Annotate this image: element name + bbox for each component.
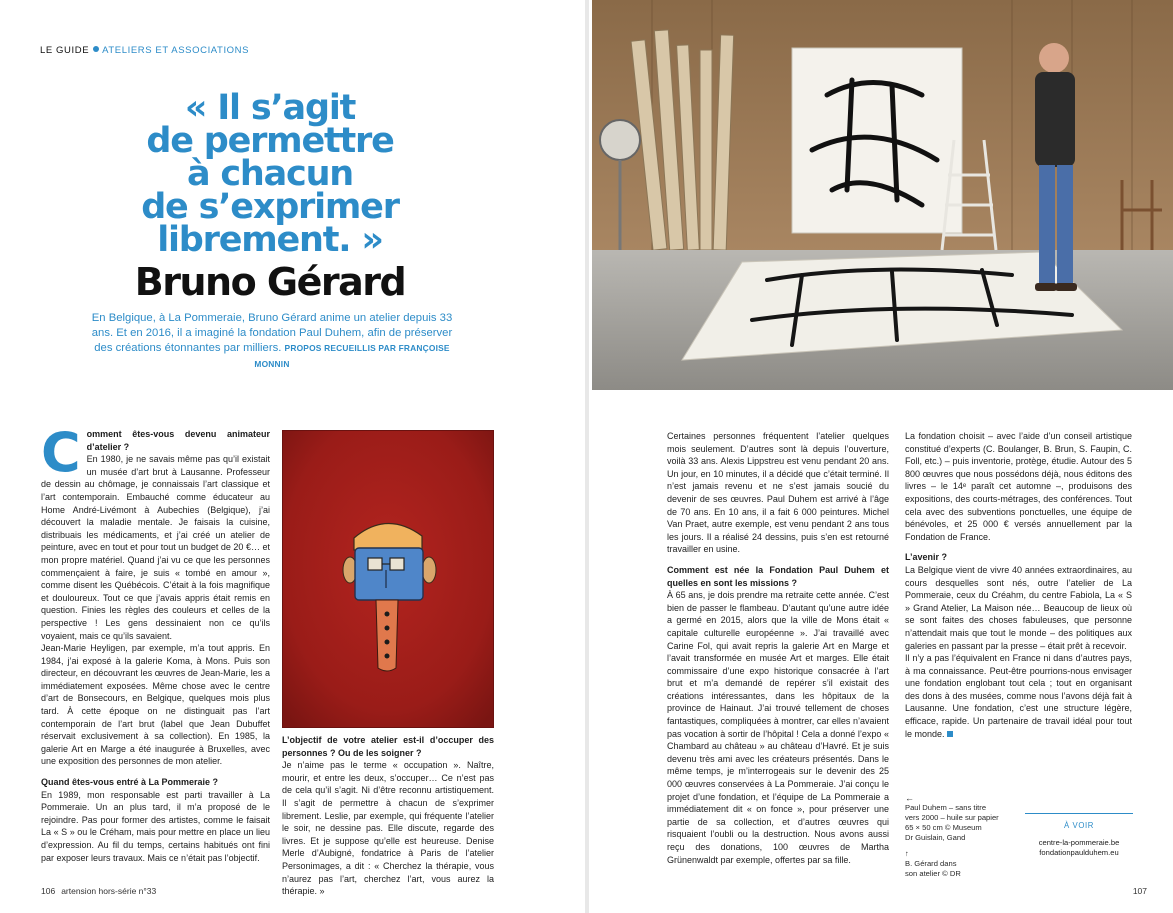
standfirst [82,311,462,372]
interview-answer: La Belgique vient de vivre 40 années extraordinaires, au cours desquelles sont nés, outre l’atelier de La Pommeraie, ceux du Créahm, du centre Fabiola, La « S » Grand Atelier, La Maison née… Beaucoup de lieux où se sont faites des choses fabuleuses, que personne n’attendait mais que tout le monde – des politiques aux galeries en passant par la presse – était prêt à recevoir. [905,564,1132,651]
arrow-up-icon: ↑ [905,849,909,858]
caption-line: 65 × 50 cm © Museum [905,823,982,832]
interview-answer [905,652,1132,740]
magazine-name: artension hors-série n°33 [61,886,157,896]
byline: PROPOS RECUEILLIS PAR FRANÇOISE MONNIN [254,343,450,369]
interview-answer: Je n’aime pas le terme « occupation ». Naître, mourir, et entre les deux, s’occuper… Ce n’est pas de cela qu’il s’agit. Ni d’être reconnu artistiquement. Il s’agit de permettre à chacun de s’exprimer librement. Leslie, par exemple, qui fréquente l’atelier le soir, ne dessine pas. Elle discute, regarde des livres. Et je suppose qu’elle est heureuse. Denise Merle d’Aubigné, fondatrice à Paris de l’atelier Personimages, a dit : « Cherchez la thérapie, vous n’aurez pas l’art, cherchez l’art, vous aurez la thérapie. » [282,760,494,897]
rubric-section: LE GUIDE [40,45,90,56]
page-number: 106 [41,886,56,896]
folio-left [41,886,156,896]
headline-line: « Il s’agit [184,88,356,128]
caption-line: Dr Guislain, Gand [905,833,966,842]
interviewee-name: Bruno Gérard [134,260,406,304]
standfirst-text: En Belgique, à La Pommeraie, Bruno Gérard anime un atelier depuis 33 ans. Et en 2016, il a imaginé la fondation Paul Duhem, afin de préserver des créations étonnantes par milliers. [91,312,453,355]
caption-line: B. Gérard dans [905,859,957,868]
page-number: 107 [1132,886,1147,896]
interview-answer: Certaines personnes fréquentent l’atelier quelques mois seulement. D’autres sont là depuis l’ouverture, voilà 33 ans. Alexis Lippstreu est venu pendant 20 ans. Un jour, en 10 minutes, il a décidé que c’était terminé. Il n’est jamais revenu et ne s’est jamais soucié du devenir de ses œuvres. Paul Duhem est arrivé à l’âge de 70 ans. En 10 ans, il a fait 6 000 peintures. Michel Van Praet, autre exemple, est venu pendant 2 ans tous les jours. Il a réalisé 24 dessins, puis s’en est retourné travailler en usine. [667,431,889,555]
caption-line: vers 2000 – huile sur papier [905,813,999,822]
headline-line: librement. » [157,220,383,260]
artwork-caption [905,793,1015,843]
caption-line: Paul Duhem – sans titre [905,803,987,812]
interview-question: Quand êtes-vous entré à La Pommeraie ? [41,777,219,788]
interview-question: omment êtes-vous devenu animateur d’atelier ? [86,429,270,452]
drop-cap: C [41,421,81,484]
caption-line: son atelier © DR [905,869,961,878]
studio-photo-image [592,0,1173,390]
section-rubric [40,45,249,56]
interview-question: Comment est née la Fondation Paul Duhem et quelles en sont les missions ? [667,564,889,588]
interview-answer: La fondation choisit – avec l’aide d’un conseil artistique constitué d’experts (C. Boulanger, B. Brun, S. Faupin, C. Foll, etc.) – puis inventorie, protège, étudie. Autour des 5 800 œuvres que nous possédons déjà, nous éditons des livres – le 14ᵉ paraît cet automne –, produisons des expositions, des courts-métrages, des conférences. Tout cela avec des subventions ponctuelles, une équipe de bénévoles, et 25 000 € versés annuellement par la Fondation de France. [905,431,1132,542]
text-column-4 [905,430,1132,740]
left-page [0,0,586,913]
text-column-2 [282,734,494,898]
rubric-topic: ATELIERS ET ASSOCIATIONS [102,45,250,56]
see-also-box [1025,813,1133,860]
interview-question: L’avenir ? [905,552,948,563]
text-column-1 [41,421,270,864]
headline-line: de s’exprimer [141,187,399,227]
interview-answer: À 65 ans, je dois prendre ma retraite cette année. C’est bien de passer le flambeau. D’autant qu’une autre idée a germé en 2015, alors que la ville de Mons était « capitale culturelle européenne ». J’ai travaillé avec Carine Fol, qui avait repris la galerie Art en Marge et l’avait transformée en musée Art et marges. Elle était commissaire d’une expo historique consacrée à l’art brut et m’a demandé de repérer s’il existait des créations intéressantes, dans les hôpitaux de la province de Hainaut. J’ai trouvé tellement de choses fantastiques, compliquées à montrer, car elles n’avaient pas vocation à sortir de l’hôpital ! Cela a donné l’expo « Chambard au château » au château d’Havré. Et je suis devenu très ami avec les créateurs présentés. Dans le même temps, je m’interrogeais sur le devenir des 25 000 œuvres conservées à La Pommeraie. J’ai conçu le projet d’une fondation, et l’équipe de La Pommeraie a immédiatement dit « on fonce », pour préserver une partie de sa collection, et d’autres œuvres qui risquaient l’oubli ou la destruction. Nous avons aussi reçu des donations, 100 œuvres de Martha Grünenwaldt par exemple, offertes par sa fille. [667,590,889,865]
text-column-3 [667,430,889,866]
headline-quote [60,88,480,260]
photo-caption [905,849,1015,879]
interview-answer: Jean-Marie Heyligen, par exemple, m’a tout appris. En 1984, j’ai exposé à la galerie Koma, à Mons. Puis son directeur, en découvrant les œuvres de Jean-Marie, les a immédiatement exposées. Même chose avec le centre d’art de Bonsecours, en Belgique, quelques mois plus tard. À cette époque on ne distinguait pas l’art contemporain de l’art brut (label que Jean Dubuffet réservait exclusivement à sa collection). En 1985, la galerie Art en Marge a été inaugurée à Bruxelles, avec une exposition des personnes de mon atelier. [41,643,270,767]
website-link[interactable]: fondationpaulduhem.eu [1039,848,1119,857]
see-also-title: À VOIR [1063,821,1095,830]
headline-line: de permettre [146,121,394,161]
right-page [588,0,1173,913]
headline-line: à chacun [186,154,354,194]
interview-answer: En 1980, je ne savais même pas qu’il existait un musée d’art brut à Lausanne. Professeur de dessin au chômage, je connaissais l’art classique et l’art contemporain. Embauché comme éducateur au Home André-Livémont à Aubechies (Belgique), j’ai découvert la maladie mentale. Je faisais la cuisine, distribuais les médicaments, et j’ai créé un atelier de peinture, avec en tout et pour tout un budget de 20 €… et mon propre matériel. Quand j’ai vu ce que les personnes commençaient à faire, je suis « tombé en amour », comme disent les Québécois. C’était à la fois magnifique et douloureux. Tout ce que j’avais appris était remis en question. Finies les règles des couleurs et celles de la perspective ! Les gens dessinaient non ce qu’ils voyaient, mais ce qu’ils savaient. [41,454,270,641]
interview-question: L’objectif de votre atelier est-il d’occuper des personnes ? Ou de les soigner ? [282,735,494,758]
end-mark-icon [947,731,953,737]
arrow-left-icon: ← [905,793,914,803]
artwork-painting-image [282,430,494,728]
interview-answer: En 1989, mon responsable est parti travailler à La Pommeraie. Un an plus tard, il m’a proposé de le rejoindre. Pas pour former des artistes, comme le faisait La « S » ou le Créham, mais pour mettre en place un lieu d’expression. Au fil du temps, certains habitués ont fini par exposer leurs travaux. Mais ce n’était pas l’objectif. [41,789,270,863]
interview-answer-text: Il n’y a pas l’équivalent en France ni dans d’autres pays, à ma connaissance. Peut-être pourrions-nous envisager une fondation englobant tout cela ; tout en organisant des dons à des musées, comme nous l’avons déjà fait à Lausanne. Une fondation, c’est une structure légère, efficace, rapide. Un partenaire de travail idéal pour tout le monde. [905,653,1132,739]
rubric-bullet-icon [93,46,99,52]
website-link[interactable]: centre-la-pommeraie.be [1038,838,1120,847]
